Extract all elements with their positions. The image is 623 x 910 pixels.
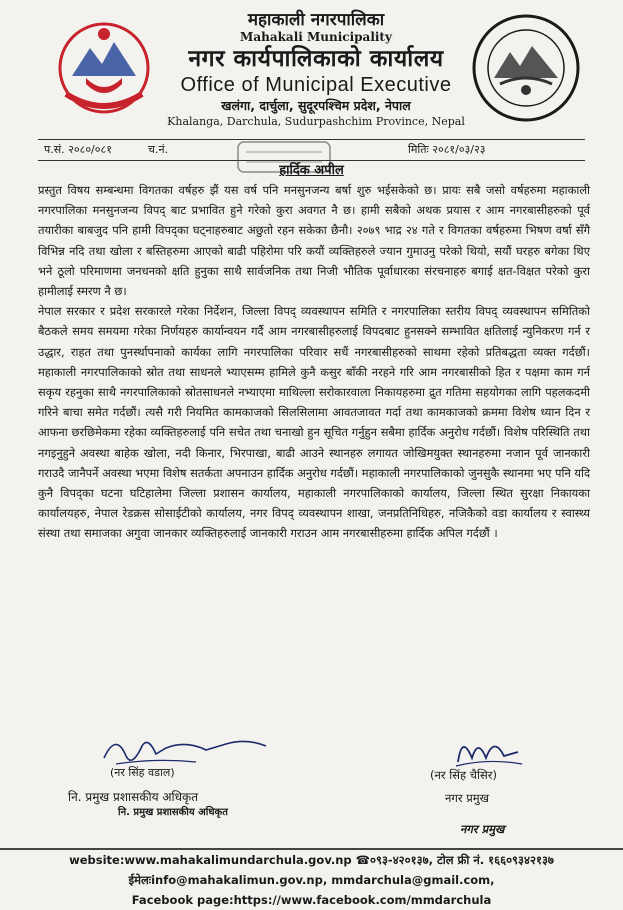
letter-title: हार्दिक अपील (279, 163, 344, 178)
nepal-emblem-icon (52, 14, 156, 118)
right-signatory-name: (नर सिंह चैसिर) (430, 768, 497, 782)
left-signatory-stamp: नि. प्रमुख प्रशासकीय अधिकृत (118, 807, 228, 818)
municipality-name-np: महाकाली नगरपालिका (247, 10, 385, 30)
address-np: खलंगा, दार्चुला, सुदूरपश्चिम प्रदेश, नेपाल (221, 98, 411, 113)
paragraph-2: नेपाल सरकार र प्रदेश सरकारले गरेका निर्देशन, जिल्ला विपद् व्यवस्थापन समिति र नगरपालिका स्तरीय विपद् व्यवस्थापन समितिको बैठकले समय समयमा गरेका निर्णयहरु कार्यान्वयन गर्दै आम नगरबासीहरुलाई विपदबाट हुनसक्ने सम्भावित क्षतिलाई न्युनिकरण गर्न र उद्धार, राहत तथा पुनर्स्थापनाको कार्यका लागि नगरपालिका परिवार सधैं नगरबासीहरुको साथमा रहेको प्रतिबद्धता व्यक्त गर्दछौं। महाकाली नगरपालिकाको स्रोत तथा साधनले भ्याएसम्म हामिले कुनै कसुर बाँकी नरहने गरि आम नगरबासीको हित र पक्षमा काम गर्न सकृय रहनुका साथै नगरपालिकाको स्रोतसाधनले नभ्याएमा माथिल्ला सरोकारवाला निकायहरुमा द्रुत गतिमा सहयोगका लागि पहलकदमी गरिने बाचा समेत गर्दछौं। त्यसै गरी नियमित कामकाजको सिलसिलामा आवतजावत गर्दा तथा कामकाजको क्रममा विशेष ध्यान दिन र आफना छरछिमेकमा रहेका व्यक्तिहरुलाई पनि सचेत तथा चनाखो हुन सूचित गर्नुहुन सबैमा हार्दिक अनुरोध गर्दछौं। विशेष परिस्थिति तथा नगइनुहुने अवस्था बाहेक खोला, नदी किनार, भिरपाखा, बाढी आउने स्थानहरु लगायत जोखिमयुक्त स्थानहरुमा नजान पूर्व जानकारी गराउदै जानैपर्ने अवस्था भएमा विशेष सतर्कता अपनाउन हार्दिक अनुरोध गर्दछौं। महाकाली नगरपालिकाको जुनसुकै स्थानमा भए पनि यदि कुनै विपद्का घटना घटिहालेमा जिल्ला प्रशासन कार्यालय, महाकाली नगरपालिकाको कार्यालय, जिल्ला स्थित सुरक्षा निकायका कार्यालयहरु, नेपाल रेडक्रस सोसाईटीको कार्यालय, नगर विपद् व्यवस्थापन शाखा, जनप्रतिनिधिहरु, नजिकैको वडा कार्यालय र स्वास्थ्य संस्था तथा समाजका अगुवा जानकार व्यक्तिहरुलाई जानकारी गराउन आम नगरबासीहरुमा हार्दिक अपिल गर्दछौं । (38, 304, 590, 541)
footer-facebook: Facebook page:https://www.facebook.com/mmdarchula (131, 893, 492, 907)
office-name-np: नगर कार्यपालिकाको कार्यालय (188, 46, 444, 72)
letterhead (160, 10, 472, 129)
municipality-name-en: Mahakali Municipality (240, 30, 392, 44)
right-signatory-stamp: नगर प्रमुख (460, 822, 505, 836)
patra-sankhya: प.सं. २०८०/०८१ (44, 143, 112, 156)
footer-divider (0, 848, 623, 850)
left-signatory-name: (नर सिंह वडाल) (110, 766, 175, 779)
right-signatory-title: नगर प्रमुख (445, 791, 490, 805)
footer-email: ईमेलःinfo@mahakalimun.gov.np, mmdarchula@gmail.com, (128, 873, 495, 887)
address-en: Khalanga, Darchula, Sudurpashchim Province, Nepal (167, 115, 465, 128)
left-signatory-title: नि. प्रमुख प्रशासकीय अधिकृत (68, 790, 199, 804)
letter-date: मितिः २०८१/०३/२३ (408, 143, 486, 156)
municipality-logo-icon (470, 12, 582, 124)
letter-body (38, 180, 590, 544)
office-name-en: Office of Municipal Executive (180, 74, 452, 96)
paragraph-1: प्रस्तुत विषय सम्बन्धमा विगतका वर्षहरु झैं यस वर्ष पनि मनसुनजन्य बर्षा शुरु भईसकेको छ। प्रायः सबै जसो वर्षहरुमा महाकाली नगरपालिका मनसुनजन्य विपद् बाट प्रभावित हुने गरेको कुरा अवगत नै छ। हामी सबैको अथक प्रयास र आम नगरबासीहरुको पूर्व तयारीका बाबजुद पनि हामी विपद्का घट्नाहरुबाट अछुतो रहन सकेका छैनौ। २०७९ भाद्र २४ गते र विगतका वर्षहरुमा भिषण वर्षा सँगै विभिन्न नदि तथा खोला र बस्तिहरुमा आएको बाढी पहिरोमा परि कयौं व्यक्तिहरुले ज्यान गुमाउनु परेको थियो, सयौं घरहरु बगेका थिए भने ठूलो परिमाणमा जनधनको क्षति हुनुका साथै सार्वजनिक तथा निजी भौतिक पूर्वाधारका संरचनाहरु बगाई क्षत-विक्षत परेको कुरा हामीलाई स्मरण नै छ। (38, 183, 590, 299)
chalani-number: च.नं. (148, 143, 169, 156)
footer-website-phone: website:www.mahakalimundarchula.gov.np ☎०९३-४२०१३७, टोल फ्री नं. १६६०९३४२१३७ (69, 853, 554, 867)
